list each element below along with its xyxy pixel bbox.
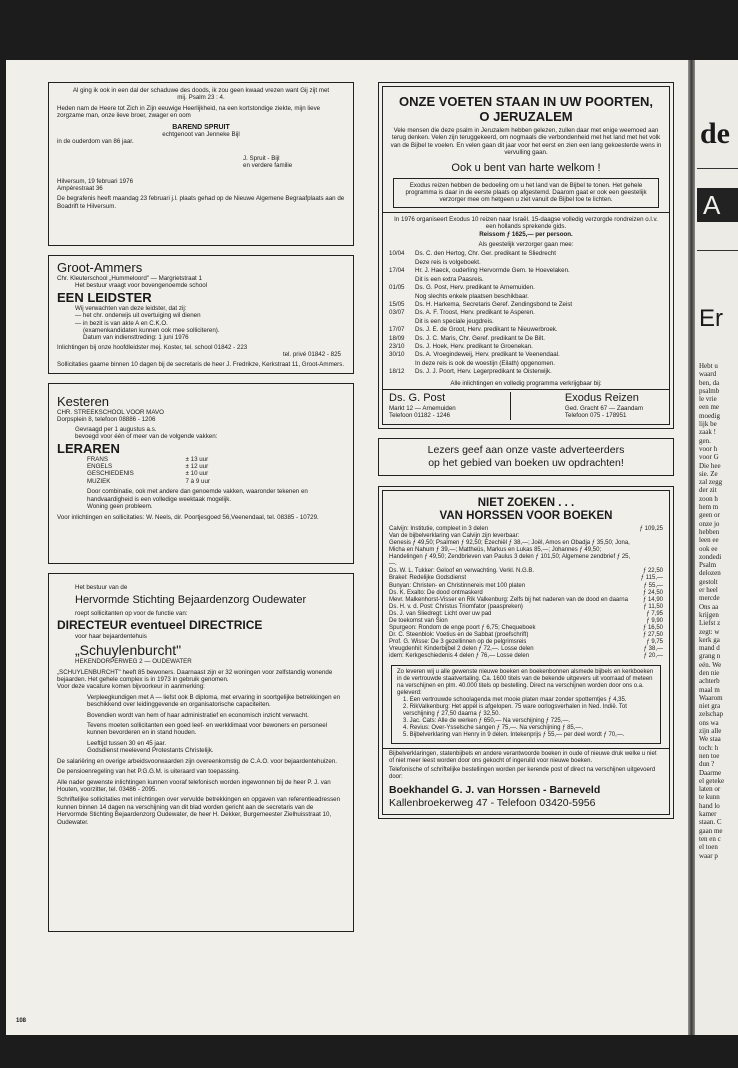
book-row [389,597,663,604]
kindergarten-ad [48,255,354,374]
book-title: Brakel: Redelijke Godsdienst [389,575,467,582]
page-gutter [688,60,695,1035]
notice-line: op het gebied van boeken uw opdrachten! [428,456,624,469]
schedule-text: Dit is een speciale jeugdreis. [415,317,494,325]
book-title: Calvijn: Institutie, compleet in 3 delen [389,525,489,532]
requirement: — het chr. onderwijs uit overtuiging wil dienen [75,312,201,320]
adjacent-text-line: een me [699,403,720,412]
schedule-text: Ds. G. Post, Herv. predikant te Arnemuiden. [415,284,535,292]
adjacent-text-line: mercde [699,594,720,603]
adjacent-text-line: eén. We [699,660,722,669]
book-title: Dr. C. Steenblok: Voetius en de Sabbat (proefschrift) [389,632,529,639]
recommendation-list [397,697,655,740]
schedule-date [389,293,415,301]
adjacent-text-line: geen or [699,511,720,520]
adjacent-text-line: moedig [699,411,720,420]
recommendation-item: 1. Een vertrouwde schoolagenda met mooie platen maar zonder spotterntjes ƒ 4,35. [403,696,627,703]
schedule-date: 30/10 [389,351,405,359]
schedule-row [389,276,663,284]
subject: GESCHIEDENIS [87,470,134,478]
place-date: Hilversum, 19 februari 1976 [57,177,134,185]
left-column [48,82,354,941]
adjacent-text-line: dun ? [699,760,715,769]
start-date: Datum van indiensttreding: 1 juni 1976 [83,334,189,342]
headline: NIET ZOEKEN . . . [477,496,575,509]
paragraph: „SCHUYLENBURCHT" heeft 85 bewoners. Daarnaast zijn er 32 woningen voor zelfstandig wonende bejaarden. Het gehele complex is in 1973 in gebruik genomen. [57,668,333,684]
schedule-text: Ds. J. Hoek, Herv. predikant te Groenekan. [415,342,533,350]
adjacent-text-line: le vrie [699,395,717,404]
schedule-row [389,293,663,301]
home-name: „Schuylenburcht" [75,642,182,659]
book-title: Genesis ƒ 49,50; Psalmen ƒ 92,50; Ezechiël ƒ 38,—; Joël, Amos en Obadja ƒ 35,50; Jona, Micha en Nahum ƒ 39,—; Mattheüs, Markus en Lukas 85,—; Johannes ƒ 49,50; Handelingen ƒ 49,50; Zendbrieven van Paulus 3 delen ƒ 101,50; Algemene zendbrief ƒ 25,—. [389,539,631,568]
for-note: voor haar bejaardentehuis [75,632,147,640]
address: Dorpsplein 8, telefoon 08886 - 1206 [57,416,156,424]
hours: 7 à 9 uur [185,477,210,485]
ask: bevoegd voor één of meer van de volgende vakken: [75,433,218,441]
adjacent-text-line: el toen [699,843,718,852]
schedule-date: 15/05 [389,300,405,308]
book-price: ƒ 27,50 [642,632,663,639]
exodus-ad [378,82,674,429]
combination-note: Door combinatie, ook met andere dan genoemde vakken, waaronder tekenen en handvaardigheid is een volledige weektaak mogelijk. [87,488,308,503]
book-row [389,590,663,597]
book-title: Vreugdenhil: Kinderbijbel 2 delen ƒ 72,—. Losse delen [389,646,534,653]
book-title: Prof. G. Wisse: De 3 gezellinnen op de pelgrimsreis [389,639,527,646]
adjacent-text-line: toch: h [699,743,719,752]
schedule-row [389,351,663,359]
recommendation-item: 4. Revius: Over-Ysselsche sangen ƒ 75,—. Na verschijning ƒ 85,—. [403,725,584,732]
recommendation-item: 3. Jac. Cats: Alle de werken ƒ 650,— Na verschijning ƒ 725,—. [403,718,571,725]
adjacent-text-line: mand d [699,644,720,653]
paragraph: Godsdienst meelevend Protestants Christelijk. [87,747,214,755]
adjacent-text-line: zondedi [699,552,722,561]
adjacent-text-line: zal zegg [699,478,723,487]
order-note: Telefonische of schriftelijke bestellingen worden per kerende post of direct na verschijnen uitgevoerd door: [389,766,656,780]
mavo-school-ad [48,383,354,564]
contact-address: Ged. Gracht 67 — Zaandam [564,404,643,412]
adjacent-text-line: nen toe [699,751,720,760]
town: Kesteren [57,394,110,409]
page-number: 108 [16,1018,27,1024]
schedule-date [389,318,415,326]
schedule-row [389,326,663,334]
book-title: Ds. H. v. d. Post: Christus Triomfator (paaspreken) [389,603,523,610]
schedule-row [389,309,663,317]
notice-line: Lezers geef aan onze vaste adverteerders [427,443,625,456]
contact-phone: Telefoon 01182 - 1246 [389,412,451,420]
adjacent-text-line: krijgen [699,610,719,619]
adjacent-text-line: voor h [699,444,718,453]
schedule-row [389,343,663,351]
adjacent-text-line: ons wa [699,718,719,727]
adjacent-subhead: Er [699,305,723,332]
funeral-note: De begrafenis heeft maandag 23 februari j.l. plaats gehad op de Nieuwe Algemene Begraafplaats aan de Boadrift te Hilversum. [57,195,345,210]
schedule-date: 03/07 [389,309,405,317]
age: in de ouderdom van 86 jaar. [57,138,134,146]
adjacent-text-line: kamer [699,810,717,819]
adjacent-text-line: niet gra [699,702,721,711]
adjacent-text-line: waar p [699,851,718,860]
schedule-date [389,360,415,368]
schedule-text: Ds. J. J. Poort, Herv. Legerpredikant te Oisterwijk. [415,368,552,376]
adjacent-text-line: zijn alle [699,727,722,736]
home-address: HEKENDORPERWEG 2 — OUDEWATER [75,658,192,666]
book-price: ƒ 9,90 [646,618,663,624]
job-title: EEN LEIDSTER [57,289,152,305]
contacts [389,392,663,420]
apply-note: Sollicitaties gaarne binnen 10 dagen bij de secretaris de heer J. Fredrikze, Kerkstraat 11, Groot-Ammers. [57,360,345,368]
book-price: ƒ 109,25 [639,525,663,532]
schedule-row [389,284,663,292]
welcome: Ook u bent van harte welkom ! [451,161,601,174]
foundation-name: Hervormde Stichting Bejaardenzorg Oudewater [75,594,307,607]
book-row [389,583,663,590]
job-title: LERAREN [57,440,120,456]
shop-address: Kallenbroekerweg 47 - Telefoon 03420-5956 [389,796,596,809]
paragraph: Tevens moeten sollicitanten een goed leef- en werkklimaat voor bewoners en personeel kunnen bevorderen en in stand houden. [87,722,328,737]
book-price: ƒ 9,75 [646,639,663,646]
director-ad [48,573,354,932]
book-row [389,632,663,639]
schedule-date: 17/07 [389,326,405,334]
shop-name: Boekhandel G. J. van Horssen - Barneveld [389,783,601,796]
schedule-row [389,259,663,267]
adjacent-text-line: gen. [699,436,711,445]
adjacent-text-line: zegt: w [699,627,720,636]
book-price: ƒ 11,50 [643,603,663,610]
adjacent-text-line: gestolt [699,577,718,586]
subject: FRANS [87,455,108,463]
adjacent-text-line: ook ee [699,544,718,553]
book-row [389,533,663,540]
board: Het bestuur van de [75,584,128,591]
adjacent-text-line: ten en c [699,834,721,843]
adjacent-text-line: Psalm [699,561,717,570]
contact-post [389,392,456,420]
adjacent-text-line: hem m [699,503,719,512]
book-price: ƒ 20,— [643,653,663,660]
paragraph: Alle nader gewenste inlichtingen kunnen vooraf telefonisch worden ingewonnen bij de heer P. J. van Houten, voorzitter, tel. 03486 - 2095. [57,778,331,793]
book-price [634,533,663,540]
book-row [389,604,663,611]
book-price: ƒ 22,50 [642,568,663,575]
adjacent-text-line: Liefst z [699,619,721,628]
book-row [389,646,663,653]
book-row [389,618,663,625]
book-price: ƒ 16,50 [642,625,663,632]
book-row [389,653,663,660]
subject-row [87,463,237,470]
paragraph: Voor deze vacature komen bijvoorkeur in aanmerking: [57,683,205,691]
adjacent-text-line: er heel [699,586,718,595]
subject-row [87,456,237,463]
schedule-date: 23/10 [389,342,405,350]
paragraph: Bovendien wordt van hem of haar administratief en economisch inzicht verwacht. [87,711,309,719]
hours: ± 10 uur [185,470,209,478]
book-title: Ds. J. van Sliedregt: Licht over uw pad [389,610,492,617]
subjects-table [87,456,237,486]
adjacent-text-line: psalmb [699,386,720,395]
headline: ONZE VOETEN STAAN IN UW POORTEN, [399,94,653,109]
ask: Gevraagd per 1 augustus a.s. [75,425,157,433]
book-title: Ds. K. Exalto: De dood ontmaskerd [389,589,483,596]
info-phone-private: tel. privé 01842 - 825 [282,351,341,359]
adjacent-text-line: We staa [699,735,721,744]
schedule-row [389,250,663,258]
adjacent-text-line: maal m [699,685,720,694]
requirement: Wij verwachten van deze leidster, dat zij: [75,304,187,312]
paragraph: Verpleegkundigen met A — liefst ook B diploma, met ervaring in soortgelijke betrekkingen en [87,693,341,701]
book-title: De toekomst van Sion [389,618,448,624]
subject: MUZIEK [87,477,111,485]
adjacent-text-line: delozen [699,569,721,578]
town: Groot-Ammers [57,260,143,275]
ask: roept sollicitanten op voor de functie van: [75,610,188,618]
schedule-text: Hr. J. Haeck, ouderling Hervormde Gem. te Hoevelaken. [415,267,570,275]
book-title: Mevr. Malkenhorst-Visser en Rik Valkenburg: Zelfs bij het naderen van de dood en daarna [389,596,628,603]
adjacent-text-line: Daarme [699,768,722,777]
adjacent-text-line: hebben [699,527,720,536]
school: Chr. Kleuterschool „Hummeloord" — Margrietstraat 1 [57,275,202,282]
book-title: Van de bijbelverklaring van Calvijn zijn leverbaar: [389,532,520,539]
adjacent-text-line: zaak ! [699,428,716,437]
verse: Al ging ik ook in een dal der schaduwe des doods, ik zou geen kwaad vrezen want Gij zijt met mij. Psalm 23 : 4. [72,87,330,102]
intro: Vele mensen die deze psalm in Jeruzalem hebben gelezen, zullen daar met enige weemoed aan terug denken. Velen zijn teruggekeerd, om nogmaals die verbondenheid met het land met het volk van de Bijbel te voelen. En velen gaan dit jaar voor het eerst en zien een lang gekoesterde wens in vervulling gaan. [390,127,662,157]
info: Voor inlichtingen en sollicitaties: W. Neels, dir. Poortjesgoed 56,Veenendaal, tel. 08385 - 10729. [57,514,319,522]
recommendation-intro: Zo leveren wij u alle gewenste nieuwe boeken en boekenbonnen alsmede bijbels en kerkboeken in de vertrouwde staatvertaling. Ca. 1600 titels van de bekende uitgevers uit voorraad of meteen na verschijnen en plm. 40.000 titels op bestelling. Direct na verschijnen worden door ons o.a. geleverd: [397,668,654,696]
adjacent-text-line: leen ee [699,536,719,545]
schedule-row [389,318,663,326]
exodus-note: Exodus reizen hebben de bedoeling om u het land van de Bijbel te tonen. Het gehele programma is daar in de eerste plaats op afgestemd. Daarom gaat er ook een geestelijk verzorger mee om hetgeen u ziet vanuit de Bijbel toe te lichten. [405,181,647,204]
schedule-row [389,301,663,309]
info: Alle inlichtingen en volledig programma verkrijgbaar bij: [450,379,602,387]
book-price: ƒ 14,90 [642,596,663,603]
book-row [389,611,663,618]
deceased-name: BAREND SPRUIT [172,123,230,131]
book-price: ƒ 24,50 [642,589,663,596]
paragraph: beschikkend over leidinggevende en organisatorische capaciteiten. [87,701,271,709]
paragraph: De pensioenregeling van het P.G.G.M. is uiteraard van toepassing. [57,768,240,776]
hours: ± 12 uur [185,463,209,471]
schedule-row [389,267,663,275]
spouse: echtgenoot van Jenneke Bijl [162,131,240,139]
headline-2: O JERUZALEM [479,109,573,124]
schedule-text: Ds. H. Harkema, Secretaris Geref. Zendingsbond te Zeist [415,300,573,308]
obituary-ad [48,82,354,246]
leaders-heading: Als geestelijk verzorger gaan mee: [478,241,574,249]
adjacent-text-line: voor G [699,453,719,462]
book-row [389,526,663,533]
schedule-text: Ds. C. den Hertog, Chr. Ger. predikant te Sliedrecht [415,250,557,258]
book-price: ƒ 7,95 [646,610,663,617]
adjacent-text-line: sie. Ze [699,469,718,478]
adjacent-text-line: lijk be [699,420,717,429]
right-column [378,82,674,819]
address: Ampèrestraat 36 [57,185,103,193]
board-note: Het bestuur vraagt voor bovengenoemde school [75,282,208,290]
book-price: ƒ 115,— [640,575,663,582]
buyback-note: Bijbelverklaringen, statenbijbels en andere verantwoorde boeken in oude of nieuwe druk welke u niet of niet meer leest worden door ons gekocht of ingeruild voor nieuwe boeken. [389,750,657,764]
schedule-date [389,276,415,284]
book-row [389,575,663,582]
book-row [389,625,663,632]
price: Reissom ƒ 1625,— per persoon. [479,230,573,238]
adjacent-text-line: staan. C [699,818,722,827]
book-list [389,526,663,661]
book-row [389,568,663,575]
adjacent-text-line: el geteke [699,776,725,785]
contact-name: Exodus Reizen [564,391,639,404]
signed-family: en verdere familie [243,162,293,170]
schedule-date: 18/12 [389,368,405,376]
subject-row [87,470,237,477]
schedule-text: Ds. A. F. Troost, Herv. predikant te Asperen. [415,309,535,317]
adjacent-text-line: ben, da [699,378,720,387]
book-title: Ds. W. L. Tukker: Geloof en verwachting. Verkl. N.G.B. [389,568,535,575]
adjacent-text-line: den nie [699,668,720,677]
schedule-text: Ds. J. E. de Groot, Herv. predikant te Nieuwerbroek. [415,326,558,334]
adjacent-text-line: zoon h [699,494,718,503]
hours: ± 13 uur [185,455,209,463]
schedule-date: 18/09 [389,334,405,342]
adjacent-text-line: kerk ga [699,635,720,644]
schedule-date [389,259,415,267]
contact-exodus [565,392,663,420]
paragraph: Schriftelijke sollicitaties met inlichtingen over vervulde betrekkingen en opgaven van referentieadressen kunnen binnen 14 dagen na verschijning van dit blad worden gericht aan de secretaris van de Hervormde Stichting Bejaardenzorg Oudewater, de heer H. Dekker, Burgemeester Zielhuisstraat 10, Oudewater. [57,796,341,826]
info-phone: Inlichtingen bij onze hoofdleidster mej. Koster, tel. school 01842 - 223 [57,343,248,351]
adjacent-text-line: hand lo [699,801,720,810]
magazine-page [6,60,688,1035]
book-title: Bunyan: Christen- en Christinnereis met 100 platen [389,582,526,589]
recommendation-item: 5. Bijbelverklaring van Henry in 9 delen. Intekenprijs ƒ 55,— per deel wordt ƒ 70,—. [403,732,625,739]
schedule-text: Dit is een extra Paasreis. [415,275,484,283]
adjacent-text [699,362,724,860]
schedule-text: Nog slechts enkele plaatsen beschikbaar. [415,292,529,300]
book-row [389,540,663,568]
schedule-date: 17/04 [389,267,405,275]
book-row [389,639,663,646]
adjacent-page [695,60,738,1035]
paragraph: De salariëring en overige arbeidsvoorwaarden zijn overeenkomstig de C.A.O. voor bejaardentehuizen. [57,757,337,765]
adjacent-text-line: laten or [699,785,721,794]
adjacent-text-line: onze jo [699,519,720,528]
book-title: idem: Kerkgeschiedenis 4 delen ƒ 76,— Losse delen [389,653,530,660]
requirement: (examenkandidaten kunnen ook mee solliciteren). [83,327,220,335]
obituary-intro: Heden nam de Heere tot Zich in Zijn eeuwige Heerlijkheid, na een kortstondige ziekte, mijn lieve zorgzame man, onze lieve broer, zwager en oom [57,104,321,120]
book-title: Spurgeon: Rondom de enge poort ƒ 6,75; Chequeboek [389,625,536,632]
organisation-note: In 1976 organiseert Exodus 10 reizen naar Israël. 15-daagse volledig verzorgde rondreizen o.l.v. een hollands sprekende gids. [394,215,658,231]
housing-note: Woning geen probleem. [87,503,153,511]
requirement: — in bezit is van akte A en C.K.O. [75,319,168,327]
adjacent-text-line: der zit [699,486,717,495]
job-title: DIRECTEUR eventueel DIRECTRICE [57,617,263,632]
adjacent-text-line: waard [699,370,717,379]
schedule-date: 10/04 [389,250,405,258]
schedule-row [389,368,663,376]
schedule-text: Ds. A. Vroegindeweij, Herv. predikant te Veenendaal. [415,351,560,359]
school: CHR. STREEKSCHOOL VOOR MAVO [57,409,164,416]
schedule-text: In deze reis is ook de woestijn (Eilath) opgenomen. [415,359,555,367]
bookshop-ad [378,486,674,819]
adjacent-text-line: Waarom [699,693,723,702]
signed-by: J. Spruit - Bijl [243,154,280,162]
adjacent-text-line: gaan me [699,826,723,835]
adjacent-text-line: Die hee [699,461,721,470]
book-price: ƒ 55,— [643,582,663,589]
adjacent-text-line: Hebt u [699,362,718,370]
adjacent-banner: A [697,188,738,222]
adjacent-text-line: Ons aa [699,602,719,611]
contact-address: Markt 12 — Arnemuiden [389,404,456,412]
schedule-row [389,335,663,343]
adjacent-text-line: grang n [699,652,721,661]
subject-row [87,478,237,485]
schedule-row [389,360,663,368]
contact-phone: Telefoon 075 - 178951 [564,412,627,420]
book-price [634,540,663,568]
recommendation-item: 2. RikValkenburg: Het appèl is afgelopen. 75 ware oorlogsverhalen in Ned. Indië. Tot verschijning ƒ 27,50 daarna ƒ 32,50. [403,704,627,718]
book-price: ƒ 38,— [643,646,663,653]
paragraph: Leeftijd tussen 30 en 45 jaar. [87,739,167,747]
schedule-date: 01/05 [389,284,405,292]
adjacent-headline: de [700,117,730,150]
adjacent-text-line: te kunn [699,793,720,802]
headline-2: VAN HORSSEN VOOR BOEKEN [439,509,613,522]
contact-name: Ds. G. Post [389,391,446,404]
readers-notice [378,438,674,476]
schedule-text: Ds. J. C. Maris, Chr. Geref. predikant te De Bilt. [415,334,545,342]
adjacent-text-line: achterb [699,677,720,686]
adjacent-text-line: zelschap [699,710,724,719]
schedule-table [389,250,663,376]
subject: ENGELS [87,463,113,471]
schedule-text: Deze reis is volgeboekt. [415,258,481,266]
